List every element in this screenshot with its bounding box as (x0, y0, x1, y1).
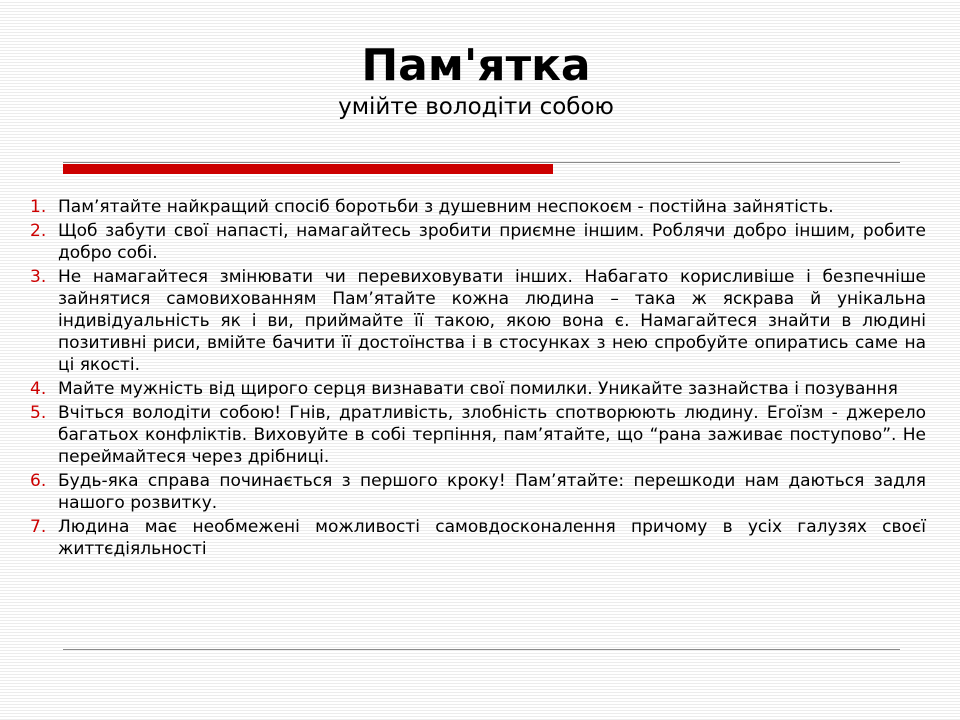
item-text: Не намагайтеся змінювати чи перевиховувати інших. Набагато корисливіше і безпечніше зайнятися самовихованням Пам’ятайте кожна людина – така ж яскрава й унікальна індивідуальність як і ви, приймайте її такою, якою вона є. Намагайтеся знайти в людині позитивні риси, вмійте бачити її достоїнства і в стосунках з нею спробуйте опиратись саме на ці якості. (58, 267, 926, 375)
item-text: Людина має необмежені можливості самовдосконалення причому в усіх галузях своєї життєдіяльності (58, 517, 926, 559)
advice-list (30, 196, 926, 562)
title-divider (63, 162, 900, 178)
item-number: 6. (30, 471, 47, 491)
item-number: 5. (30, 403, 47, 423)
item-text: Пам’ятайте найкращий спосіб боротьби з душевним неспокоєм - постійна зайнятість. (58, 197, 834, 217)
divider-accent-bar (63, 164, 553, 174)
list-item (30, 402, 926, 468)
item-text: Будь-яка справа починається з першого кроку! Пам’ятайте: перешкоди нам даються задля нашого розвитку. (58, 471, 926, 513)
item-number: 4. (30, 379, 47, 399)
list-item (30, 378, 926, 400)
divider-line (63, 162, 900, 163)
item-text: Майте мужність від щирого серця визнавати свої помилки. Уникайте зазнайства і позування (58, 379, 898, 399)
list-item (30, 266, 926, 376)
item-number: 1. (30, 197, 47, 217)
item-number: 7. (30, 517, 47, 537)
list-item (30, 220, 926, 264)
item-number: 2. (30, 221, 47, 241)
page-title: Пам'ятка (361, 40, 591, 91)
item-text: Вчіться володіти собою! Гнів, дратливість, злобність спотворюють людину. Егоїзм - джерело багатьох конфліктів. Виховуйте в собі терпіння, пам’ятайте, що “рана заживає поступово”. Не переймайтеся через дрібниці. (58, 403, 926, 467)
item-number: 3. (30, 267, 47, 287)
list-item (30, 196, 926, 218)
page-subtitle: умійте володіти собою (338, 94, 614, 120)
footer-divider-line (63, 649, 900, 650)
item-text: Щоб забути свої напасті, намагайтесь зробити приємне іншим. Роблячи добро іншим, робите добро собі. (58, 221, 926, 263)
list-item (30, 470, 926, 514)
list-item (30, 516, 926, 560)
